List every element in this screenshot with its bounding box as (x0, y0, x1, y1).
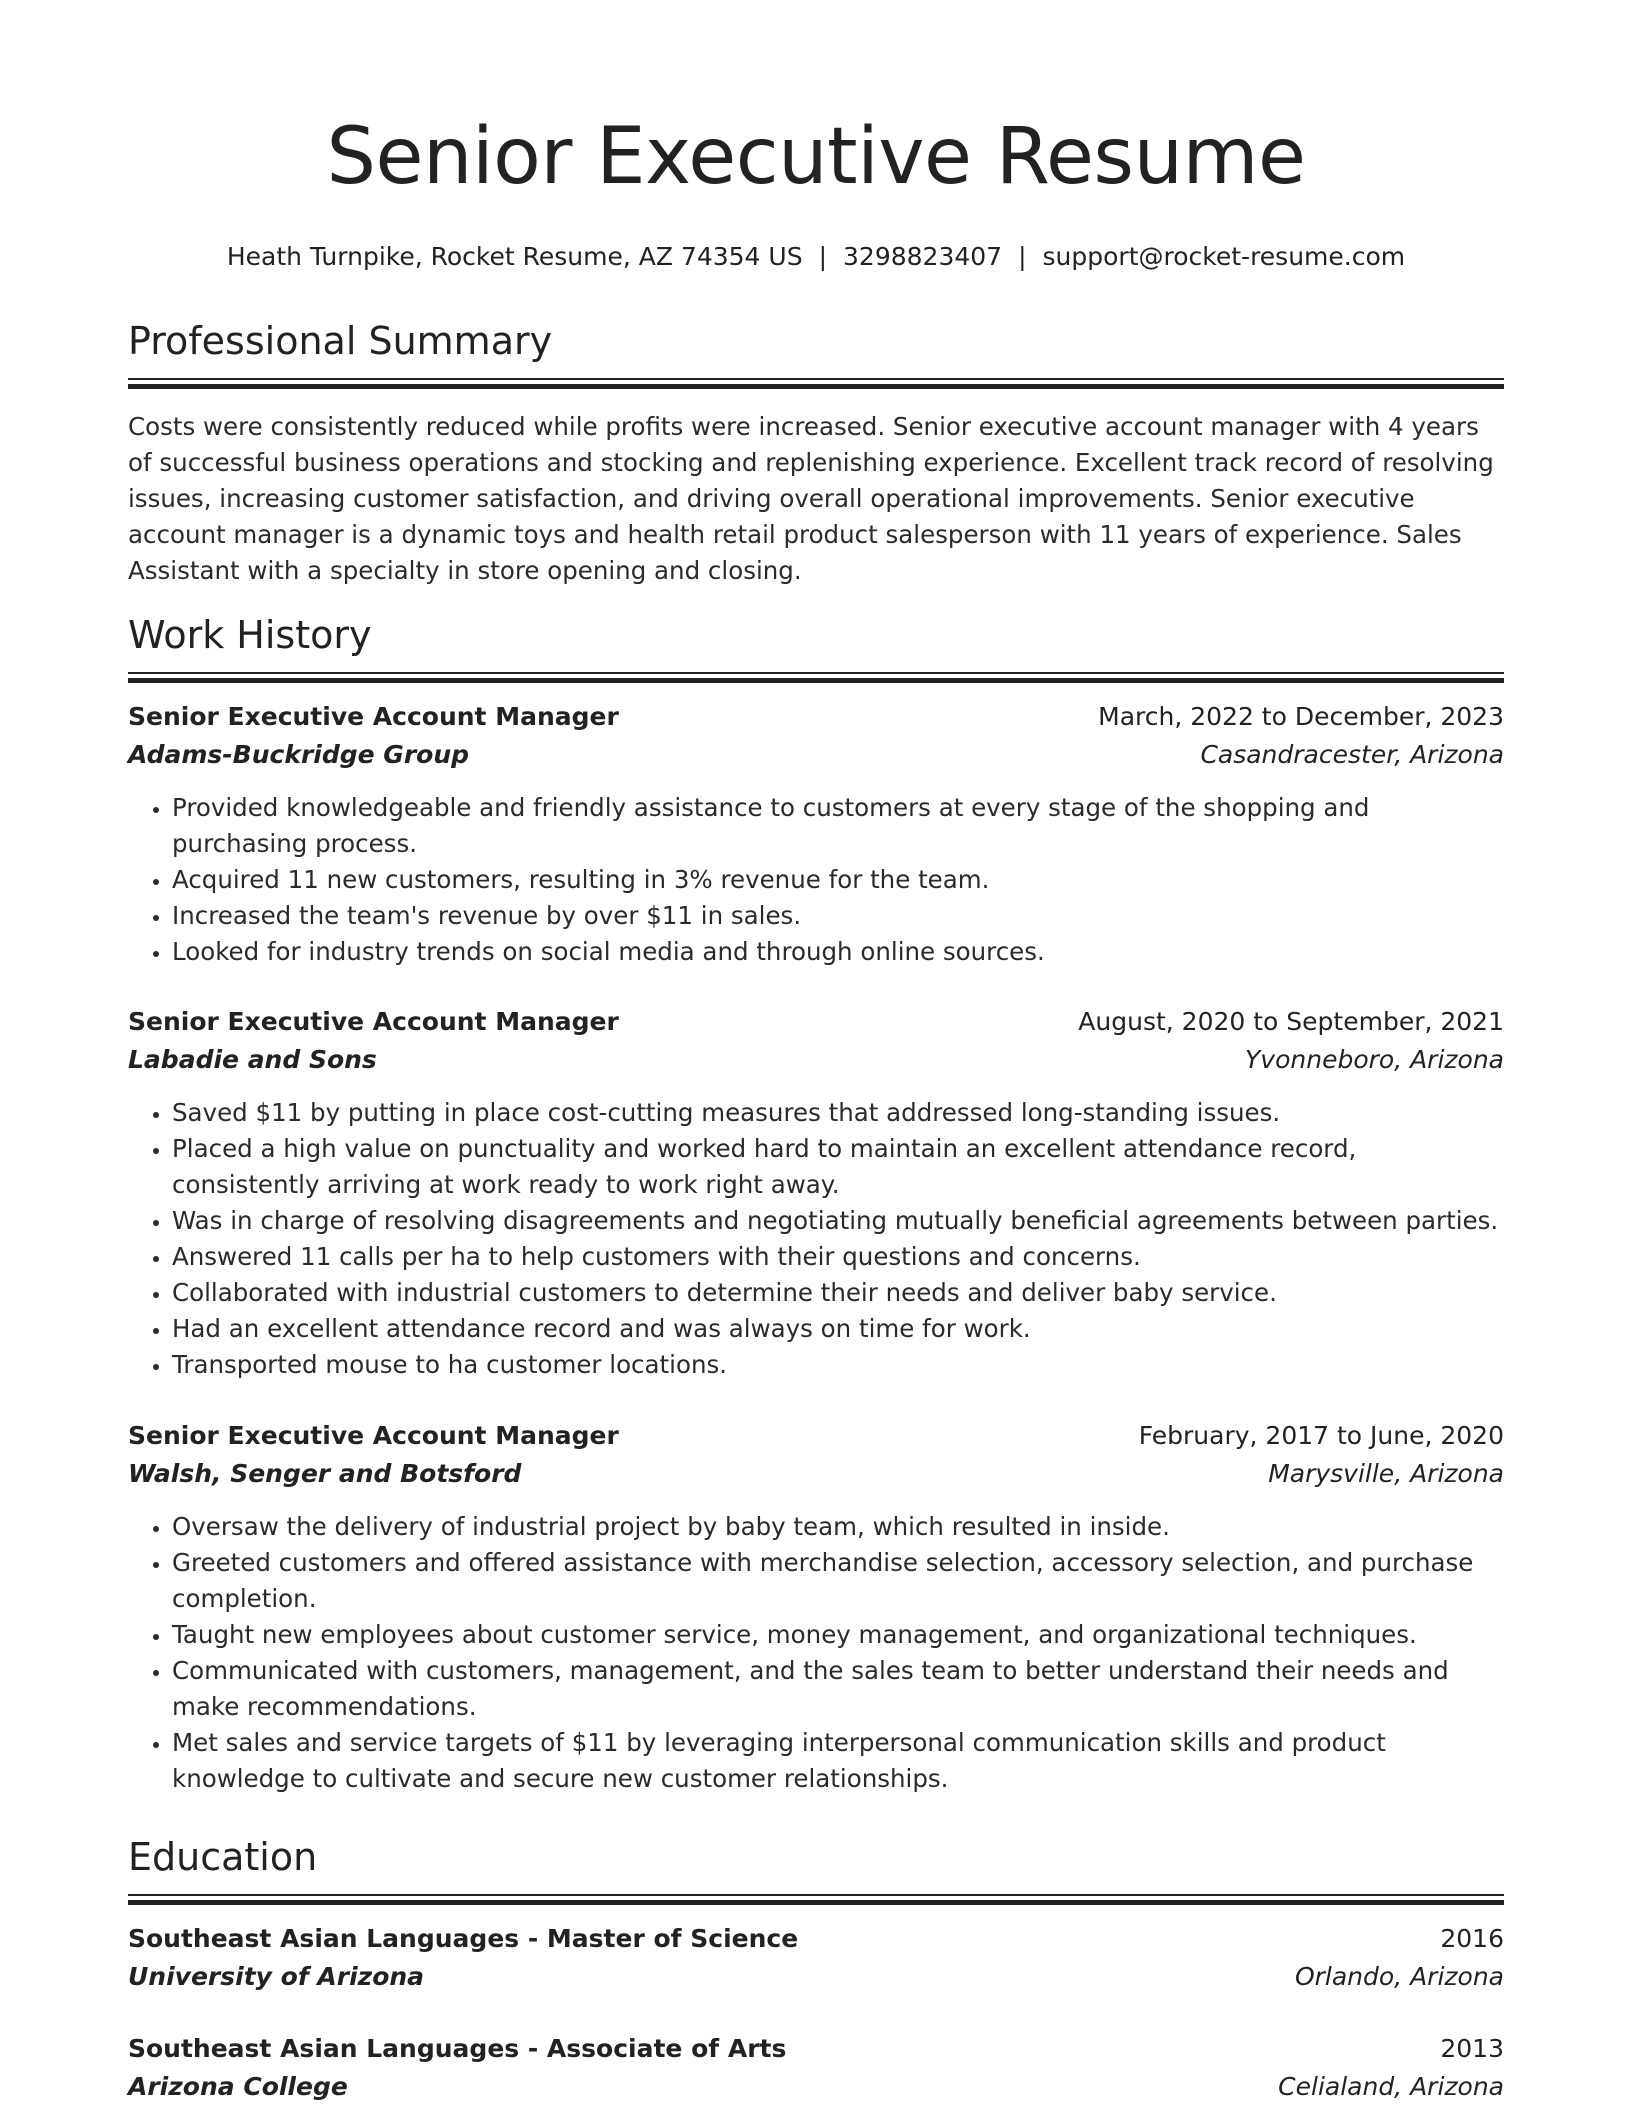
education-entry (128, 1920, 1504, 1996)
contact-address: Heath Turnpike, Rocket Resume, AZ 74354 US (226, 242, 803, 271)
summary-text: Costs were consistently reduced while profits were increased. Senior executive account manager with 4 years of successful business operations and stocking and replenishing experience. Excellent track record of resolving issues, increasing customer satisfaction, and driving overall operational improvements. Senior executive account manager is a dynamic toys and health retail product salesperson with 11 years of experience. Sales Assistant with a specialty in store opening and closing. (128, 412, 1494, 585)
work-history-section (128, 612, 1504, 683)
contact-separator: | (818, 242, 828, 271)
job-location: Yvonneboro, Arizona (1245, 1045, 1504, 1074)
job-location: Casandracester, Arizona (1200, 740, 1504, 769)
school-location: Celialand, Arizona (1278, 2072, 1504, 2101)
list-item: • Acquired 11 new customers, resulting in 3% revenue for the team. (172, 862, 1504, 898)
job-entry (128, 1003, 1504, 1383)
job-dates: February, 2017 to June, 2020 (1138, 1421, 1504, 1450)
section-heading: Education (128, 1835, 318, 1879)
list-item: • Answered 11 calls per ha to help customers with their questions and concerns. (172, 1239, 1504, 1275)
job-title: Senior Executive Account Manager (128, 1421, 619, 1450)
list-item: • Had an excellent attendance record and was always on time for work. (172, 1311, 1504, 1347)
list-item: • Transported mouse to ha customer locations. (172, 1347, 1504, 1383)
school-name: University of Arizona (128, 1962, 425, 1991)
section-heading: Professional Summary (128, 319, 553, 363)
company-name: Adams-Buckridge Group (128, 740, 470, 769)
graduation-year: 2016 (1440, 1924, 1504, 1953)
graduation-year: 2013 (1440, 2034, 1504, 2063)
section-divider (128, 672, 1504, 683)
list-item: • Increased the team's revenue by over $11 in sales. (172, 898, 1504, 934)
job-entry (128, 698, 1504, 970)
job-title: Senior Executive Account Manager (128, 1007, 619, 1036)
degree: Southeast Asian Languages - Master of Science (128, 1924, 799, 1953)
list-item: • Collaborated with industrial customers to determine their needs and deliver baby service. (172, 1275, 1504, 1311)
contact-email: support@rocket-resume.com (1042, 242, 1406, 271)
summary-section (128, 318, 1504, 589)
job-title: Senior Executive Account Manager (128, 702, 619, 731)
job-dates: August, 2020 to September, 2021 (1078, 1007, 1504, 1036)
list-item: • Communicated with customers, management, and the sales team to better understand their needs and make recommendations. (172, 1653, 1504, 1725)
list-item: • Met sales and service targets of $11 by leveraging interpersonal communication skills and product knowledge to cultivate and secure new customer relationships. (172, 1725, 1504, 1797)
list-item: • Placed a high value on punctuality and worked hard to maintain an excellent attendance record, consistently arriving at work ready to work right away. (172, 1131, 1504, 1203)
job-bullets (128, 1095, 1504, 1383)
job-bullets (128, 1509, 1504, 1797)
school-location: Orlando, Arizona (1294, 1962, 1504, 1991)
degree: Southeast Asian Languages - Associate of Arts (128, 2034, 787, 2063)
education-section (128, 1834, 1504, 1905)
school-name: Arizona College (128, 2072, 348, 2101)
contact-line (128, 242, 1504, 272)
list-item: • Provided knowledgeable and friendly assistance to customers at every stage of the shopping and purchasing process. (172, 790, 1504, 862)
contact-separator: | (1018, 242, 1027, 271)
section-heading: Work History (128, 613, 372, 657)
list-item: • Oversaw the delivery of industrial project by baby team, which resulted in inside. (172, 1509, 1504, 1545)
job-bullets (128, 790, 1504, 970)
list-item: • Taught new employees about customer service, money management, and organizational techniques. (172, 1617, 1504, 1653)
list-item: • Greeted customers and offered assistance with merchandise selection, accessory selection, and purchase completion. (172, 1545, 1504, 1617)
contact-phone: 3298823407 (843, 242, 1003, 271)
company-name: Labadie and Sons (128, 1045, 377, 1074)
list-item: • Saved $11 by putting in place cost-cutting measures that addressed long-standing issues. (172, 1095, 1504, 1131)
section-divider (128, 1894, 1504, 1905)
list-item: • Was in charge of resolving disagreements and negotiating mutually beneficial agreements between parties. (172, 1203, 1504, 1239)
resume-title: Senior Executive Resume (326, 112, 1306, 202)
company-name: Walsh, Senger and Botsford (128, 1459, 522, 1488)
job-dates: March, 2022 to December, 2023 (1098, 702, 1504, 731)
section-divider (128, 378, 1504, 389)
list-item: • Looked for industry trends on social media and through online sources. (172, 934, 1504, 970)
job-location: Marysville, Arizona (1268, 1459, 1504, 1488)
education-entry (128, 2030, 1504, 2106)
job-entry (128, 1417, 1504, 1797)
